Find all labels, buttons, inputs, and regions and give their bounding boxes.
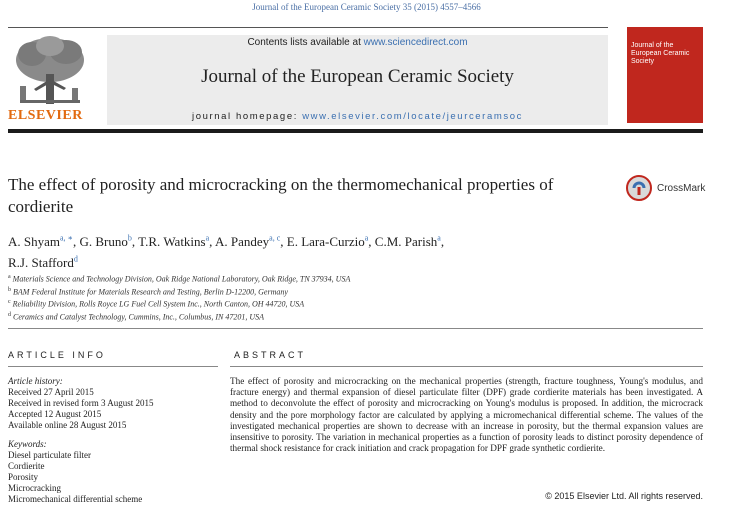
author-item[interactable]: T.R. Watkins$^a$,	[138, 234, 215, 250]
author-item[interactable]: R.J. Stafford$^d$	[8, 254, 78, 270]
history-item: Received in revised form 3 August 2015	[8, 398, 154, 408]
homepage-link[interactable]: www.elsevier.com/locate/jeurceramsoc	[302, 111, 523, 122]
keyword-item: Diesel particulate filter	[8, 450, 91, 460]
abstract-text: The effect of porosity and microcracking on the mechanical properties (strength, fracture toughness, Young's modulus, and fracture energy) and thermal expansion of diesel particulate filter (DPF) grade cordierite materials has been investigated. A method to deconvolute the effect of porosity and microcracking on Young's modulus is proposed. In addition, the microcrack density and the pore morphology factor are calculated by applying a micromechanical differential scheme. The values of the investigated mechanical properties are shown to decrease with an increase in porosity, but the thermal expansion values are insensitive to porosity. The variation in mechanical properties as a function of porosity leads to distinct porosity dependence of thermal shock resistance for crack initiation and crack propagation for DPF grade synthetic cordierite.	[230, 376, 703, 454]
keyword-item: Porosity	[8, 472, 39, 482]
history-label: Article history:	[8, 376, 63, 386]
keywords-label: Keywords:	[8, 439, 47, 449]
cover-title: Journal of the European Ceramic Society	[631, 42, 690, 65]
author-item[interactable]: E. Lara-Curzio$^a$,	[286, 234, 375, 250]
header-divider	[8, 27, 608, 28]
contents-prefix: Contents lists available at	[247, 37, 364, 48]
affiliation-item: $^d$ Ceramics and Catalyst Technology, Cummins, Inc., Columbus, IN 47201, USA	[8, 311, 265, 322]
crossmark-icon[interactable]	[626, 175, 652, 201]
abstract-divider	[230, 366, 703, 367]
article-info-panel	[8, 376, 223, 505]
keyword-item: Micromechanical differential scheme	[8, 494, 143, 504]
history-item: Available online 28 August 2015	[8, 420, 127, 430]
article-info-heading: ARTICLE INFO	[8, 350, 106, 360]
author-item[interactable]: A. Pandey$^{a, c}$,	[214, 234, 287, 250]
homepage-line	[107, 111, 608, 122]
author-item[interactable]: C.M. Parish$^a$,	[374, 234, 445, 250]
history-item: Accepted 12 August 2015	[8, 409, 102, 419]
author-item[interactable]: G. Bruno$^b$,	[79, 234, 139, 250]
sciencedirect-link[interactable]: www.sciencedirect.com	[363, 37, 468, 48]
publisher-name: ELSEVIER	[8, 108, 83, 123]
affiliation-item: $^c$ Reliability Division, Rolls Royce LG Fuel Cell System Inc., North Canton, OH 44720, USA	[8, 299, 305, 309]
keyword-item: Cordierite	[8, 461, 45, 471]
abstract-heading: ABSTRACT	[234, 350, 307, 360]
keyword-item: Microcracking	[8, 483, 61, 493]
affiliation-list	[8, 272, 708, 323]
journal-title: Journal of the European Ceramic Society	[201, 66, 514, 87]
article-info-divider	[8, 366, 218, 367]
affiliation-item: $^a$ Materials Science and Technology Division, Oak Ridge National Laboratory, Oak Ridge, TN 37934, USA	[8, 274, 351, 284]
crossmark-label[interactable]: CrossMark	[657, 183, 706, 194]
history-item: Received 27 April 2015	[8, 387, 94, 397]
author-list	[8, 230, 608, 271]
affiliation-item: $^b$ BAM Federal Institute for Materials Research and Testing, Berlin D-12200, Germany	[8, 286, 288, 297]
article-title: The effect of porosity and microcracking on the thermomechanical properties of cordierite	[8, 175, 554, 216]
contents-line	[107, 37, 608, 48]
copyright-notice: © 2015 Elsevier Ltd. All rights reserved.	[545, 491, 703, 501]
section-divider	[8, 328, 703, 329]
header-thick-divider	[8, 129, 703, 133]
homepage-prefix: journal homepage:	[192, 111, 303, 122]
author-item[interactable]: A. Shyam$^{a, ∗}$,	[8, 234, 80, 250]
journal-citation[interactable]: Journal of the European Ceramic Society 35 (2015) 4557–4566	[252, 2, 481, 12]
